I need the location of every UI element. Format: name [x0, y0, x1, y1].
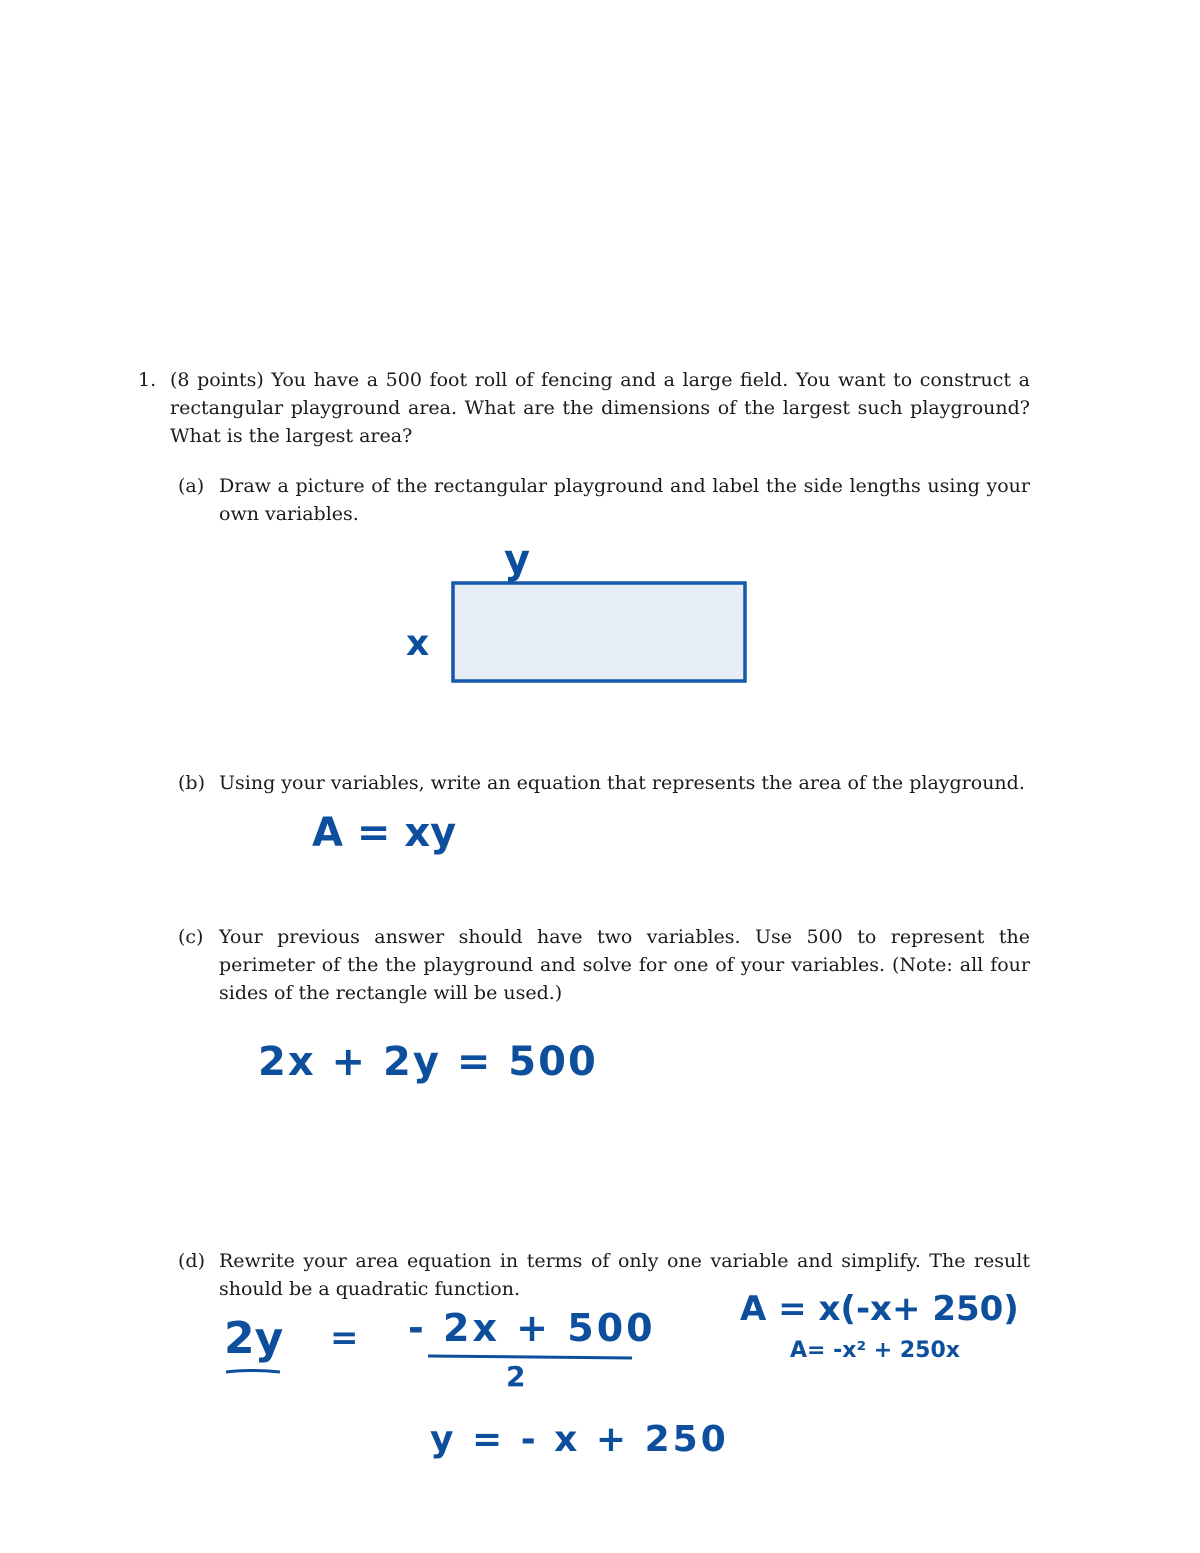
playground-rectangle [453, 583, 745, 681]
part-b [178, 769, 1030, 797]
part-c-label: (c) [178, 926, 204, 948]
part-b-text: Using your variables, write an equation that represents the area of the playground. [219, 772, 1025, 794]
part-b-label: (b) [178, 772, 205, 794]
d-area-simplified: A= -x² + 250x [790, 1338, 960, 1363]
d-numerator: - 2x + 500 [408, 1306, 656, 1350]
part-d-label: (d) [178, 1250, 205, 1272]
d-lhs: 2y [224, 1313, 284, 1364]
part-a-text: Draw a picture of the rectangular playground and label the side lengths using your own variables. [219, 475, 1030, 525]
part-d-text: Rewrite your area equation in terms of only one variable and simplify. The result should be a quadratic function. [219, 1250, 1030, 1300]
fraction-bar [428, 1356, 632, 1358]
problem-statement: (8 points) You have a 500 foot roll of fencing and a large field. You want to construct a rectangular playground area. What are the dimensions of the largest such playground? What is the largest area? [170, 369, 1030, 447]
rect-side-label: x [406, 623, 430, 664]
part-c [178, 923, 1030, 1007]
part-c-text: Your previous answer should have two variables. Use 500 to represent the perimeter of the the playground and solve for one of your variables. (Note: all four sides of the rectangle will be used.) [219, 926, 1030, 1004]
part-a-label: (a) [178, 475, 205, 497]
area-equation: A = xy [312, 810, 457, 856]
perimeter-equation: 2x + 2y = 500 [258, 1039, 598, 1085]
d-solved-y: y = - x + 250 [430, 1419, 729, 1460]
lhs-underline [226, 1371, 280, 1373]
d-denominator: 2 [506, 1360, 526, 1393]
rect-top-label: y [504, 537, 531, 583]
d-equals-sign: = [330, 1318, 359, 1358]
d-area-substituted: A = x(-x+ 250) [740, 1289, 1019, 1329]
problem-number: 1. [138, 369, 157, 391]
